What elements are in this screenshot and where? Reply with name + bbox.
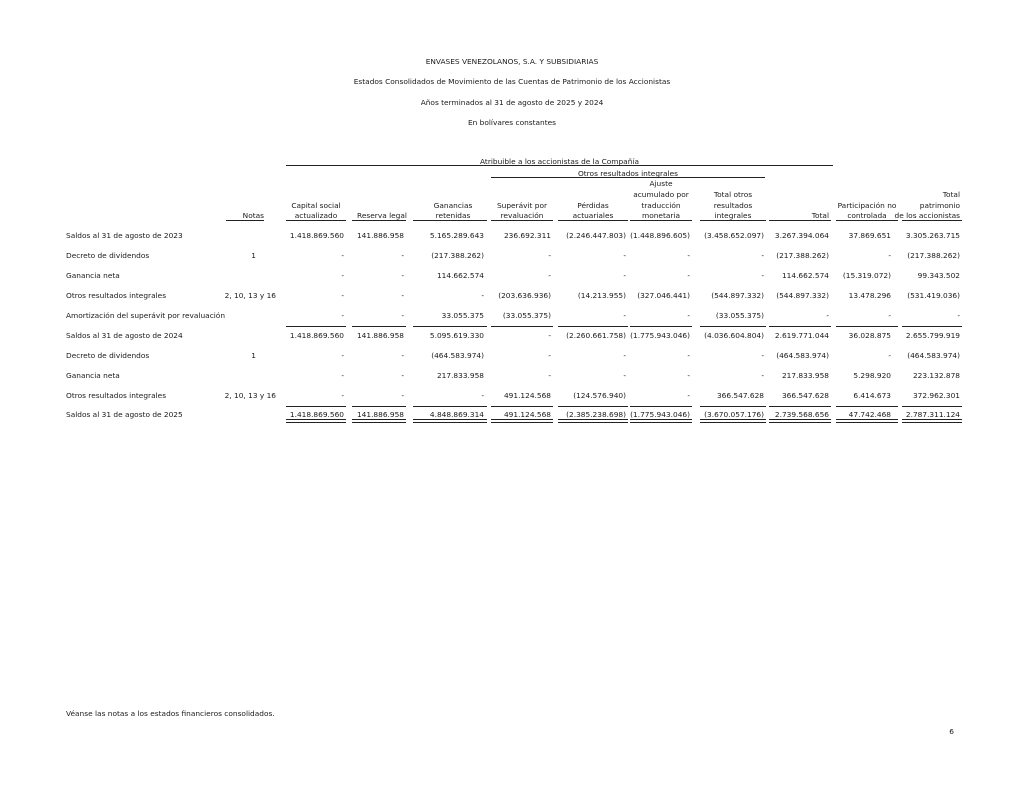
cell-retained: 5.165.289.643 [429,231,484,240]
row-label: Otros resultados integrales [66,391,167,400]
cell-nci: - [888,251,891,260]
col-total-equity-l2: patrimonio [919,201,960,210]
rule-subtotal-2025 [630,406,692,407]
cell-retained: 5.095.619.330 [429,331,484,340]
col-actuarial-l2: actuariales [572,211,614,220]
double-rule-total [286,419,346,423]
cell-total: (217.388.262) [776,251,829,260]
cell-retained: (217.388.262) [431,251,484,260]
cell-capital: 1.418.869.560 [289,410,344,419]
col-actuarial-l1: Pérdidas [577,201,609,210]
cell-total-equity: (531.419.036) [907,291,960,300]
double-rule-total [491,419,553,423]
rule-subtotal-2025 [286,406,346,407]
row-label: Ganancia neta [66,271,120,280]
double-rule-total [700,419,766,423]
row-notes: 2, 10, 13 y 16 [224,291,276,300]
cell-actuarial: (14.213.955) [577,291,626,300]
row-label: Ganancia neta [66,371,120,380]
double-rule-total [836,419,898,423]
cell-total-oci: (3.670.057.176) [704,410,764,419]
rule-subtotal-2024 [413,326,487,327]
cell-capital: - [341,351,344,360]
underline-translation [630,220,692,221]
col-translation-l1: Ajuste [649,179,673,188]
underline-actuarial [558,220,628,221]
cell-capital: - [341,311,344,320]
rule-subtotal-2025 [491,406,553,407]
underline-total-equity [902,220,962,221]
cell-total: 2.739.568.656 [774,410,829,419]
cell-actuarial: (2.260.661.758) [566,331,626,340]
group-attributable: Atribuible a los accionistas de la Compañía [480,157,639,166]
cell-capital: 1.418.869.560 [289,231,344,240]
cell-retained: - [481,391,484,400]
rule-subtotal-2024 [352,326,406,327]
rule-subtotal-2024 [630,326,692,327]
cell-total-oci: (3.458.652.097) [704,231,764,240]
cell-translation: - [687,371,690,380]
col-reserve: Reserva legal [357,211,407,220]
cell-translation: - [687,271,690,280]
cell-total: (544.897.332) [776,291,829,300]
rule-subtotal-2024 [700,326,766,327]
footer-note: Véanse las notas a los estados financieros consolidados. [66,709,275,718]
cell-actuarial: - [623,371,626,380]
row-notes: 1 [251,251,256,260]
cell-actuarial: (2.246.447.803) [566,231,626,240]
cell-total-oci: - [761,251,764,260]
cell-total-equity: (217.388.262) [907,251,960,260]
cell-surplus: - [548,271,551,280]
cell-actuarial: - [623,251,626,260]
period-subtitle: Años terminados al 31 de agosto de 2025 y 2024 [420,98,604,107]
col-surplus-l2: revaluación [500,211,544,220]
cell-surplus: - [548,351,551,360]
cell-translation: - [687,351,690,360]
cell-total-equity: 3.305.263.715 [905,231,960,240]
cell-capital: 1.418.869.560 [289,331,344,340]
rule-subtotal-2024 [286,326,346,327]
col-nci-l1: Participación no [837,201,897,210]
row-label: Decreto de dividendos [66,351,150,360]
cell-nci: - [888,311,891,320]
row-label: Saldos al 31 de agosto de 2023 [66,231,183,240]
row-label: Saldos al 31 de agosto de 2024 [66,331,183,340]
cell-total: 3.267.394.064 [774,231,829,240]
cell-nci: (15.319.072) [842,271,891,280]
cell-translation: (1.775.943.046) [630,331,690,340]
underline-total [769,220,831,221]
cell-nci: 13.478.296 [848,291,891,300]
cell-total-equity: - [957,311,960,320]
cell-retained: (464.583.974) [431,351,484,360]
rule-subtotal-2024 [769,326,831,327]
cell-total-oci: (4.036.604.804) [704,331,764,340]
cell-capital: - [341,251,344,260]
cell-nci: - [888,351,891,360]
cell-actuarial: - [623,351,626,360]
cell-total-oci: - [761,271,764,280]
cell-total: 217.833.958 [781,371,829,380]
cell-reserve: 141.886.958 [356,331,404,340]
cell-surplus: (33.055.375) [502,311,551,320]
cell-total-oci: 366.547.628 [716,391,764,400]
cell-nci: 37.869.651 [848,231,891,240]
rule-subtotal-2025 [558,406,628,407]
cell-translation: (327.046.441) [637,291,690,300]
cell-total-oci: - [761,351,764,360]
cell-reserve: - [401,391,404,400]
col-retained-l1: Ganancias [433,201,473,210]
cell-capital: - [341,391,344,400]
row-notes: 2, 10, 13 y 16 [224,391,276,400]
row-notes: 1 [251,351,256,360]
col-capital-l2: actualizado [294,211,338,220]
double-rule-total [352,419,406,423]
cell-actuarial: (2.385.238.698) [566,410,626,419]
cell-total: (464.583.974) [776,351,829,360]
cell-reserve: - [401,291,404,300]
underline-retained [413,220,487,221]
double-rule-total [558,419,628,423]
cell-surplus: 491.124.568 [503,410,551,419]
underline-notes [226,220,264,221]
double-rule-total [769,419,831,423]
cell-surplus: (203.636.936) [498,291,551,300]
cell-reserve: - [401,271,404,280]
underline-capital [286,220,346,221]
cell-translation: - [687,251,690,260]
col-total: Total [811,211,829,220]
cell-total-equity: 99.343.502 [917,271,960,280]
cell-total-equity: 223.132.878 [912,371,960,380]
cell-capital: - [341,291,344,300]
rule-subtotal-2024 [491,326,553,327]
row-label: Amortización del superávit por revaluación [66,311,226,320]
cell-total-equity: 2.787.311.124 [905,410,960,419]
cell-reserve: - [401,311,404,320]
cell-capital: - [341,371,344,380]
cell-reserve: - [401,351,404,360]
cell-nci: 6.414.673 [853,391,891,400]
rule-subtotal-2025 [700,406,766,407]
col-capital-l1: Capital social [291,201,341,210]
cell-total-equity: 2.655.799.919 [905,331,960,340]
row-label: Otros resultados integrales [66,291,167,300]
cell-total: 114.662.574 [781,271,829,280]
cell-total-equity: 372.962.301 [912,391,960,400]
cell-retained: 33.055.375 [441,311,484,320]
cell-translation: - [687,391,690,400]
cell-surplus: - [548,251,551,260]
cell-retained: 217.833.958 [436,371,484,380]
col-nci-l2: controlada [847,211,887,220]
col-surplus-l1: Superávit por [496,201,548,210]
underline-total-oci [700,220,766,221]
statement-title: Estados Consolidados de Movimiento de las Cuentas de Patrimonio de los Accionistas [353,77,671,86]
col-total-equity-l3: de los accionistas [894,211,960,220]
cell-translation: - [687,311,690,320]
rule-oci [491,177,765,178]
rule-subtotal-2025 [836,406,898,407]
cell-translation: (1.448.896.605) [630,231,690,240]
rule-subtotal-2025 [352,406,406,407]
col-total-oci-l2: resultados [713,201,753,210]
rule-subtotal-2025 [413,406,487,407]
cell-retained: - [481,291,484,300]
cell-translation: (1.775.943.046) [630,410,690,419]
rule-subtotal-2024 [836,326,898,327]
row-label: Saldos al 31 de agosto de 2025 [66,410,183,419]
col-translation-l4: monetaria [642,211,680,220]
cell-nci: 47.742.468 [848,410,891,419]
col-retained-l2: retenidas [435,211,471,220]
col-total-oci-l1: Total otros [713,190,753,199]
rule-attributable [286,165,833,166]
rule-subtotal-2025 [769,406,831,407]
cell-actuarial: - [623,311,626,320]
currency-subtitle: En bolívares constantes [467,118,557,127]
cell-nci: 36.028.875 [848,331,891,340]
cell-surplus: 491.124.568 [503,391,551,400]
cell-capital: - [341,271,344,280]
underline-surplus [491,220,553,221]
cell-reserve: 141.886.958 [356,231,404,240]
underline-nci [836,220,898,221]
cell-total-oci: (544.897.332) [711,291,764,300]
page-number: 6 [949,727,954,736]
cell-actuarial: - [623,271,626,280]
row-label: Decreto de dividendos [66,251,150,260]
cell-reserve: - [401,371,404,380]
col-total-equity-l1: Total [942,190,960,199]
cell-total: 2.619.771.044 [774,331,829,340]
cell-retained: 4.848.869.314 [429,410,484,419]
cell-total-equity: (464.583.974) [907,351,960,360]
underline-reserve [352,220,406,221]
cell-surplus: 236.692.311 [503,231,551,240]
cell-total-oci: (33.055.375) [715,311,764,320]
col-translation-l2: acumulado por [633,190,689,199]
cell-surplus: - [548,371,551,380]
col-notes: Notas [242,211,264,220]
cell-total-oci: - [761,371,764,380]
cell-surplus: - [548,331,551,340]
cell-total: 366.547.628 [781,391,829,400]
col-translation-l3: traducción [641,201,681,210]
company-name: ENVASES VENEZOLANOS, S.A. Y SUBSIDIARIAS [425,57,599,66]
cell-actuarial: (124.576.940) [573,391,626,400]
cell-retained: 114.662.574 [436,271,484,280]
rule-subtotal-2024 [558,326,628,327]
col-total-oci-l3: integrales [714,211,752,220]
cell-reserve: 141.886.958 [356,410,404,419]
rule-subtotal-2024 [902,326,962,327]
double-rule-total [413,419,487,423]
rule-subtotal-2025 [902,406,962,407]
cell-total: - [826,311,829,320]
double-rule-total [902,419,962,423]
cell-nci: 5.298.920 [853,371,891,380]
cell-reserve: - [401,251,404,260]
group-oci: Otros resultados integrales [577,169,679,178]
double-rule-total [630,419,692,423]
